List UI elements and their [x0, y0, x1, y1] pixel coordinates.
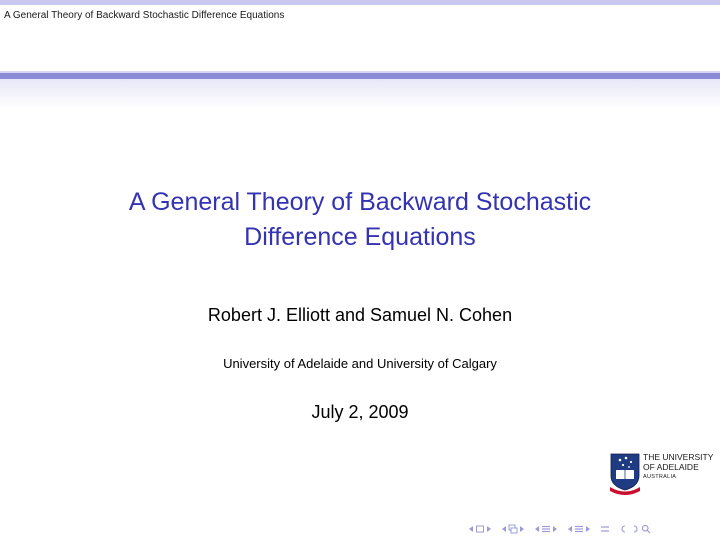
nav-search-icon[interactable] [641, 524, 651, 534]
institute: University of Adelaide and University of Calgary [223, 356, 497, 371]
university-logo [609, 452, 714, 496]
logo-line-1: THE UNIVERSITY [643, 452, 714, 462]
slide-title [60, 185, 660, 255]
nav-group-align [600, 524, 610, 534]
nav-next-icon[interactable] [486, 524, 492, 534]
nav-next-icon[interactable] [585, 524, 591, 534]
nav-section-icon[interactable] [541, 524, 551, 534]
nav-group-section [534, 524, 558, 534]
nav-next-icon[interactable] [552, 524, 558, 534]
nav-group-subsection [501, 524, 525, 534]
header-title: A General Theory of Backward Stochastic Difference Equations [4, 10, 285, 21]
nav-forward-icon[interactable] [630, 524, 640, 534]
nav-back-icon[interactable] [619, 524, 629, 534]
nav-align-icon[interactable] [600, 524, 610, 534]
date: July 2, 2009 [311, 402, 409, 422]
logo-line-2: OF ADELAIDE [643, 462, 699, 472]
nav-group-frame [468, 524, 492, 534]
logo-line-3: AUSTRALIA [643, 474, 677, 480]
slide-title-line-2: Difference Equations [244, 223, 476, 251]
nav-subsection-icon[interactable] [508, 524, 518, 534]
nav-prev-icon[interactable] [501, 524, 507, 534]
beamer-navigation [468, 522, 658, 536]
nav-prev-icon[interactable] [567, 524, 573, 534]
university-crest-icon [609, 452, 641, 496]
nav-next-icon[interactable] [519, 524, 525, 534]
authors: Robert J. Elliott and Samuel N. Cohen [207, 305, 513, 325]
nav-document-icon[interactable] [574, 524, 584, 534]
nav-group-document [567, 524, 591, 534]
nav-prev-icon[interactable] [468, 524, 474, 534]
nav-group-search [619, 524, 651, 534]
nav-frame-icon[interactable] [475, 524, 485, 534]
logo-text [643, 452, 713, 482]
header-shadow [0, 79, 720, 109]
nav-prev-icon[interactable] [534, 524, 540, 534]
slide-title-line-1: A General Theory of Backward Stochastic [128, 188, 592, 216]
